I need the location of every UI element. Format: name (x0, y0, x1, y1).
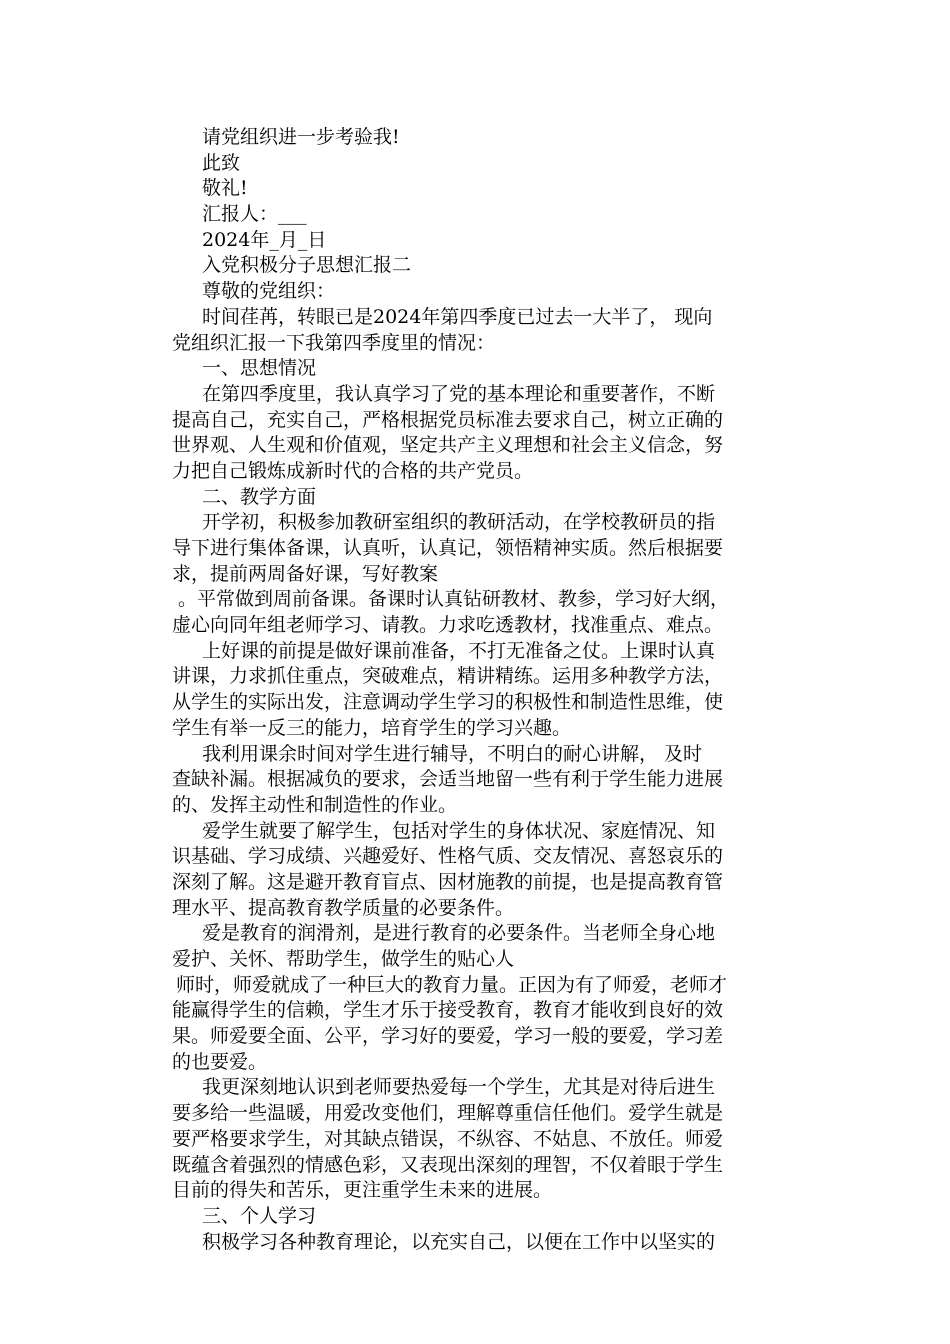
text-line: 深刻了解。这是避开教育盲点、因材施教的前提，也是提高教育管 (172, 870, 724, 893)
text-line: 求，提前两周备好课，写好教案 (172, 562, 439, 585)
text-line: 查缺补漏。根据减负的要求，会适当地留一些有利于学生能力进展 (172, 768, 724, 791)
text-line: 能赢得学生的信赖，学生才乐于接受教育，教育才能收到良好的效 (172, 999, 724, 1022)
text-line: 既蕴含着强烈的情感色彩，又表现出深刻的理智，不仅着眼于学生 (172, 1153, 724, 1176)
text-line: 2024年_月_日 (202, 228, 327, 251)
text-line: 我利用课余时间对学生进行辅导，不明白的耐心讲解， 及时 (202, 742, 703, 765)
text-line: 的也要爱。 (172, 1050, 268, 1073)
text-line: 要严格要求学生，对其缺点错误，不纵容、不姑息、不放任。师爱 (172, 1127, 724, 1150)
text-line: 爱学生就要了解学生，包括对学生的身体状况、家庭情况、知 (202, 819, 716, 842)
text-line: 此致 (202, 151, 241, 174)
text-line: 导下进行集体备课，认真听，认真记，领悟精神实质。然后根据要 (172, 537, 724, 559)
text-line: 学生有举一反三的能力，培育学生的学习兴趣。 (172, 716, 572, 739)
text-line: 三、个人学习 (202, 1204, 317, 1227)
text-line: 提高自己，充实自己，严格根据党员标准去要求自己，树立正确的 (172, 408, 724, 431)
document-body (172, 125, 806, 1255)
text-line: 要多给一些温暖，用爱改变他们，理解尊重信任他们。爱学生就是 (172, 1102, 724, 1125)
text-line: 识基础、学习成绩、兴趣爱好、性格气质、交友情况、喜怒哀乐的 (172, 845, 724, 868)
text-line: 尊敬的党组织： (202, 280, 336, 303)
text-line: 一、思想情况 (202, 357, 317, 380)
text-line: 在第四季度里，我认真学习了党的基本理论和重要著作，不断 (202, 382, 716, 405)
text-line: 我更深刻地认识到老师要热爱每一个学生，尤其是对待后进生 (202, 1076, 716, 1099)
text-line: 力把自己锻炼成新时代的合格的共产党员。 (172, 459, 534, 482)
text-line: 上好课的前提是做好课前准备，不打无准备之仗。上课时认真 (202, 639, 716, 662)
text-line: 。平常做到周前备课。备课时认真钻研教材、教参，学习好大纲， (178, 588, 730, 611)
text-line: 果。师爱要全面、公平，学习好的要爱，学习一般的要爱，学习差 (172, 1025, 724, 1048)
text-line: 目前的得失和苦乐，更注重学生未来的进展。 (172, 1179, 553, 1202)
text-line: 爱是教育的润滑剂，是进行教育的必要条件。当老师全身心地 (202, 922, 716, 945)
text-line: 汇报人：___ (202, 203, 307, 226)
text-line: 敬礼! (202, 177, 248, 200)
text-line: 讲课，力求抓住重点，突破难点，精讲精练。运用多种教学方法， (172, 665, 724, 688)
text-line: 师时，师爱就成了一种巨大的教育力量。正因为有了师爱，老师才 (176, 973, 728, 996)
text-line: 理水平、提高教育教学质量的必要条件。 (172, 896, 515, 919)
text-line: 积极学习各种教育理论，以充实自己，以便在工作中以坚实的 (202, 1230, 716, 1253)
text-line: 的、发挥主动性和制造性的作业。 (172, 793, 458, 816)
text-line: 开学初，积极参加教研室组织的教研活动，在学校教研员的指 (202, 511, 716, 534)
text-line: 请党组织进一步考验我! (202, 126, 400, 148)
text-line: 虚心向同年组老师学习、请教。力求吃透教材，找准重点、难点。 (172, 614, 724, 637)
text-line: 时间荏苒，转眼已是2024年第四季度已过去一大半了， 现向 (202, 305, 713, 328)
text-line: 入党积极分子思想汇报二 (202, 254, 412, 277)
text-line: 二、教学方面 (202, 485, 317, 508)
text-line: 从学生的实际出发，注意调动学生学习的积极性和制造性思维，使 (172, 691, 724, 714)
text-line: 爱护、关怀、帮助学生，做学生的贴心人 (172, 948, 515, 970)
text-line: 党组织汇报一下我第四季度里的情况： (172, 331, 496, 354)
text-line: 世界观、人生观和价值观，坚定共产主义理想和社会主义信念，努 (172, 434, 724, 457)
